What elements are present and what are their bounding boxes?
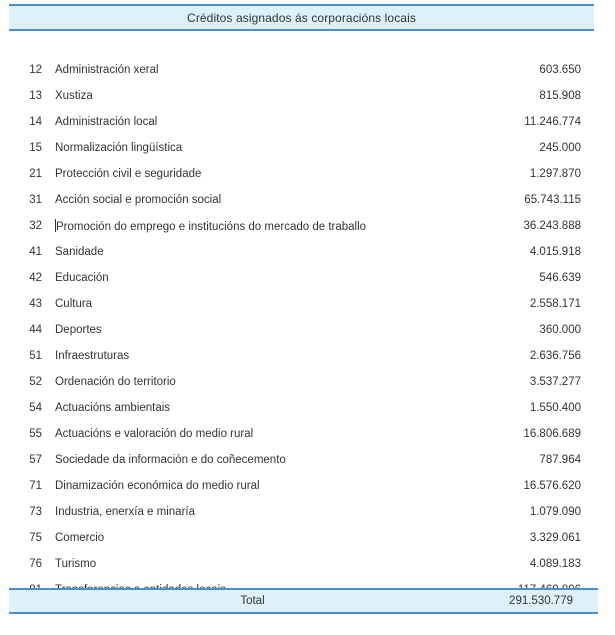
table-row [0,421,615,447]
row-code: 51 [29,350,42,362]
row-code: 15 [29,142,42,154]
row-code: 14 [29,116,42,128]
table-row [0,57,615,83]
row-code: 42 [29,272,42,284]
table-row [0,369,615,395]
row-code: 41 [29,246,42,258]
table-row [0,161,615,187]
row-code: 55 [29,428,42,440]
table-row [0,317,615,343]
row-label-text: Promoción do emprego e institucións do mercado de traballo [56,221,367,233]
row-label: Deportes [55,324,102,336]
row-label: Acción social e promoción social [55,194,222,206]
row-label: Ordenación do territorio [55,376,176,388]
table-row [0,447,615,473]
total-value: 291.530.779 [509,595,573,607]
row-label: Comercio [55,532,105,544]
row-label: Infraestruturas [55,350,130,362]
row-label: Sociedade da información e do coñecemento [55,454,286,466]
row-value: 245.000 [539,142,581,154]
row-label: Turismo [55,558,97,570]
row-label: Normalización lingüística [55,142,183,154]
row-value: 16.806.689 [523,428,581,440]
row-value: 603.650 [539,64,581,76]
table-row [0,187,615,213]
row-value: 1.550.400 [529,402,581,414]
table-row [0,83,615,109]
row-label: Actuacións e valoración do medio rural [55,428,254,440]
table-row [0,239,615,265]
table-row [0,551,615,577]
row-label: Cultura [55,298,93,310]
table-row [0,395,615,421]
total-label: Total [240,595,265,607]
row-label: Actuacións ambientais [55,402,171,414]
table-row [0,291,615,317]
row-code: 54 [29,402,42,414]
row-value: 36.243.888 [523,220,581,232]
row-value: 4.015.918 [529,246,581,258]
row-label: Administración local [55,116,158,128]
table-row [0,135,615,161]
row-label: Administración xeral [55,64,159,76]
table-row [0,473,615,499]
table-row [0,343,615,369]
row-value: 2.558.171 [529,298,581,310]
row-value: 11.246.774 [524,116,581,128]
row-value: 65.743.115 [524,194,581,206]
row-code: 75 [29,532,42,544]
row-value: 3.329.061 [529,532,581,544]
row-value: 546.639 [539,272,581,284]
row-code: 73 [29,506,42,518]
row-code: 44 [29,324,42,336]
table-caption [9,4,594,31]
table-row [0,499,615,525]
table-row [0,213,615,239]
row-code: 13 [29,90,42,102]
row-value: 4.089.183 [529,558,581,570]
row-value: 3.537.277 [529,376,581,388]
table-caption-text: Créditos asignados ás corporacións locais [187,10,416,25]
row-label: Educación [55,272,109,284]
row-value: 16.576.620 [523,480,581,492]
row-code: 76 [29,558,42,570]
row-label: Xustiza [55,90,93,102]
row-code: 31 [29,194,42,206]
row-code: 71 [29,480,42,492]
table-body [0,57,615,603]
row-label: Sanidade [55,246,104,258]
row-value: 360.000 [539,324,581,336]
row-value: 1.079.090 [529,506,581,518]
row-value: 815.908 [539,90,581,102]
row-code: 32 [29,220,42,232]
table-total-row [9,588,598,614]
row-code: 21 [29,168,42,180]
row-value: 2.636.756 [529,350,581,362]
row-value: 1.297.870 [529,168,581,180]
row-code: 43 [29,298,42,310]
row-value: 787.964 [539,454,581,466]
row-label: Industria, enerxía e minaría [55,506,195,518]
row-code: 12 [29,64,42,76]
table-row [0,109,615,135]
row-label [48,219,465,233]
row-label: Dinamización económica do medio rural [55,480,260,492]
row-code: 52 [29,376,42,388]
row-code: 57 [29,454,42,466]
row-label: Protección civil e seguridade [55,168,202,180]
table-row [0,265,615,291]
table-row [0,525,615,551]
